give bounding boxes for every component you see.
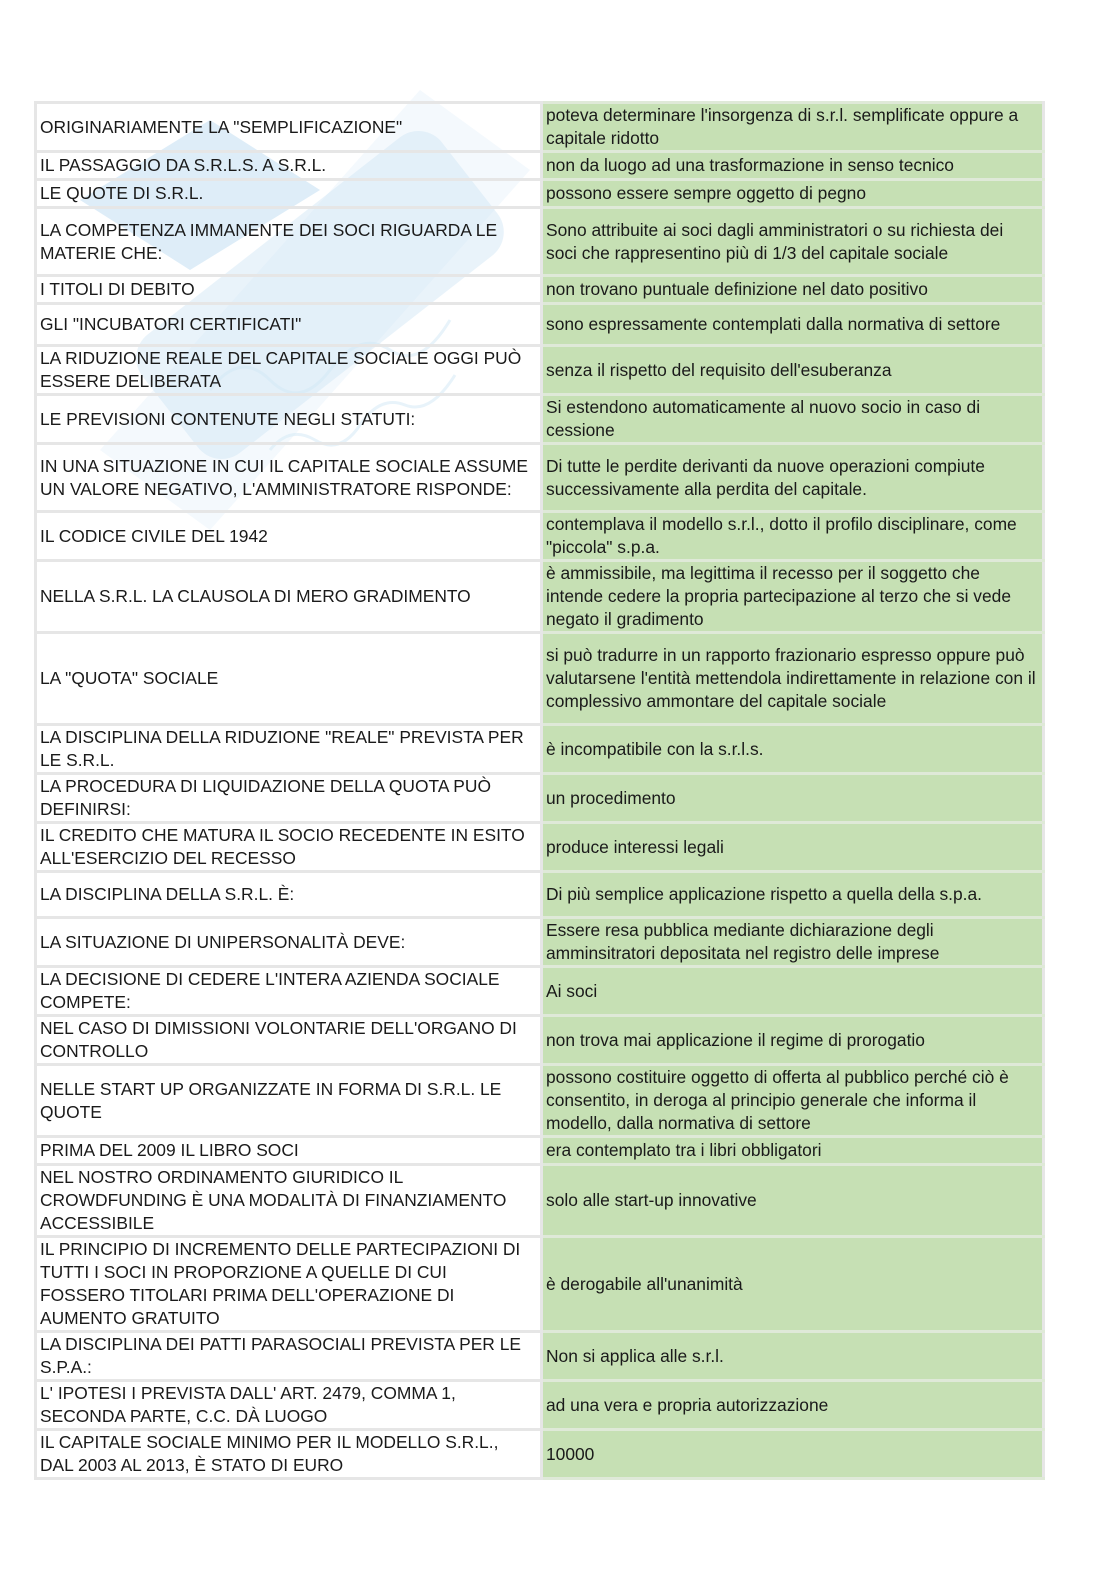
- table-row: [36, 1237, 1044, 1332]
- answer-cell: è incompatibile con la s.r.l.s.: [542, 725, 1044, 774]
- table-row: [36, 103, 1044, 152]
- question-cell: NELLE START UP ORGANIZZATE IN FORMA DI S.R.L. LE QUOTE: [36, 1065, 542, 1137]
- question-cell: I TITOLI DI DEBITO: [36, 276, 542, 304]
- table-row: [36, 208, 1044, 276]
- answer-cell: sono espressamente contemplati dalla normativa di settore: [542, 304, 1044, 346]
- question-cell: IL PRINCIPIO DI INCREMENTO DELLE PARTECIPAZIONI DI TUTTI I SOCI IN PROPORZIONE A QUELLE DI CUI FOSSERO TITOLARI PRIMA DELL'OPERAZIONE DI AUMENTO GRATUITO: [36, 1237, 542, 1332]
- question-cell: LA COMPETENZA IMMANENTE DEI SOCI RIGUARDA LE MATERIE CHE:: [36, 208, 542, 276]
- table-row: [36, 152, 1044, 180]
- table-row: [36, 180, 1044, 208]
- table-row: [36, 633, 1044, 725]
- question-cell: PRIMA DEL 2009 IL LIBRO SOCI: [36, 1137, 542, 1165]
- table-row: [36, 967, 1044, 1016]
- table-row: [36, 823, 1044, 872]
- answer-cell: ad una vera e propria autorizzazione: [542, 1381, 1044, 1430]
- question-cell: LA DECISIONE DI CEDERE L'INTERA AZIENDA SOCIALE COMPETE:: [36, 967, 542, 1016]
- question-cell: LA PROCEDURA DI LIQUIDAZIONE DELLA QUOTA PUÒ DEFINIRSI:: [36, 774, 542, 823]
- answer-cell: un procedimento: [542, 774, 1044, 823]
- question-cell: IL CODICE CIVILE DEL 1942: [36, 512, 542, 561]
- question-cell: LA DISCIPLINA DELLA S.R.L. È:: [36, 872, 542, 918]
- answer-cell: è derogabile all'unanimità: [542, 1237, 1044, 1332]
- table-row: [36, 725, 1044, 774]
- answer-cell: Si estendono automaticamente al nuovo socio in caso di cessione: [542, 395, 1044, 444]
- question-cell: IN UNA SITUAZIONE IN CUI IL CAPITALE SOCIALE ASSUME UN VALORE NEGATIVO, L'AMMINISTRATORE RISPONDE:: [36, 444, 542, 512]
- answer-cell: poteva determinare l'insorgenza di s.r.l. semplificate oppure a capitale ridotto: [542, 103, 1044, 152]
- question-cell: IL PASSAGGIO DA S.R.L.S. A S.R.L.: [36, 152, 542, 180]
- answer-cell: possono costituire oggetto di offerta al pubblico perché ciò è consentito, in deroga al principio generale che informa il modello, dalla normativa di settore: [542, 1065, 1044, 1137]
- answer-cell: era contemplato tra i libri obbligatori: [542, 1137, 1044, 1165]
- table-row: [36, 1065, 1044, 1137]
- question-cell: LA "QUOTA" SOCIALE: [36, 633, 542, 725]
- answer-cell: è ammissibile, ma legittima il recesso per il soggetto che intende cedere la propria partecipazione al terzo che si vede negato il gradimento: [542, 561, 1044, 633]
- table-row: [36, 774, 1044, 823]
- table-row: [36, 304, 1044, 346]
- table-row: [36, 561, 1044, 633]
- answer-cell: Ai soci: [542, 967, 1044, 1016]
- qa-table: [34, 101, 1045, 1480]
- question-cell: IL CREDITO CHE MATURA IL SOCIO RECEDENTE IN ESITO ALL'ESERCIZIO DEL RECESSO: [36, 823, 542, 872]
- answer-cell: produce interessi legali: [542, 823, 1044, 872]
- table-row: [36, 444, 1044, 512]
- answer-cell: non da luogo ad una trasformazione in senso tecnico: [542, 152, 1044, 180]
- answer-cell: possono essere sempre oggetto di pegno: [542, 180, 1044, 208]
- question-cell: LA DISCIPLINA DELLA RIDUZIONE "REALE" PREVISTA PER LE S.R.L.: [36, 725, 542, 774]
- answer-cell: 10000: [542, 1430, 1044, 1479]
- question-cell: NEL NOSTRO ORDINAMENTO GIURIDICO IL CROWDFUNDING È UNA MODALITÀ DI FINANZIAMENTO ACCESSIBILE: [36, 1165, 542, 1237]
- table-row: [36, 872, 1044, 918]
- question-cell: LE QUOTE DI S.R.L.: [36, 180, 542, 208]
- question-cell: NELLA S.R.L. LA CLAUSOLA DI MERO GRADIMENTO: [36, 561, 542, 633]
- question-cell: NEL CASO DI DIMISSIONI VOLONTARIE DELL'ORGANO DI CONTROLLO: [36, 1016, 542, 1065]
- table-row: [36, 276, 1044, 304]
- question-cell: LA SITUAZIONE DI UNIPERSONALITÀ DEVE:: [36, 918, 542, 967]
- question-cell: L' IPOTESI I PREVISTA DALL' ART. 2479, COMMA 1, SECONDA PARTE, C.C. DÀ LUOGO: [36, 1381, 542, 1430]
- table-row: [36, 512, 1044, 561]
- table-row: [36, 1016, 1044, 1065]
- answer-cell: Sono attribuite ai soci dagli amministratori o su richiesta dei soci che rappresentino più di 1/3 del capitale sociale: [542, 208, 1044, 276]
- answer-cell: senza il rispetto del requisito dell'esuberanza: [542, 346, 1044, 395]
- table-row: [36, 1165, 1044, 1237]
- question-cell: GLI "INCUBATORI CERTIFICATI": [36, 304, 542, 346]
- table-row: [36, 395, 1044, 444]
- table-row: [36, 1381, 1044, 1430]
- answer-cell: Di tutte le perdite derivanti da nuove operazioni compiute successivamente alla perdita del capitale.: [542, 444, 1044, 512]
- answer-cell: Non si applica alle s.r.l.: [542, 1332, 1044, 1381]
- answer-cell: solo alle start-up innovative: [542, 1165, 1044, 1237]
- table-row: [36, 346, 1044, 395]
- answer-cell: contemplava il modello s.r.l., dotto il profilo disciplinare, come "piccola" s.p.a.: [542, 512, 1044, 561]
- table-row: [36, 1332, 1044, 1381]
- question-cell: ORIGINARIAMENTE LA "SEMPLIFICAZIONE": [36, 103, 542, 152]
- table-row: [36, 918, 1044, 967]
- question-cell: IL CAPITALE SOCIALE MINIMO PER IL MODELLO S.R.L., DAL 2003 AL 2013, È STATO DI EURO: [36, 1430, 542, 1479]
- table-row: [36, 1430, 1044, 1479]
- answer-cell: Di più semplice applicazione rispetto a quella della s.p.a.: [542, 872, 1044, 918]
- answer-cell: Essere resa pubblica mediante dichiarazione degli amminsitratori depositata nel registro delle imprese: [542, 918, 1044, 967]
- question-cell: LE PREVISIONI CONTENUTE NEGLI STATUTI:: [36, 395, 542, 444]
- answer-cell: non trova mai applicazione il regime di prorogatio: [542, 1016, 1044, 1065]
- answer-cell: non trovano puntuale definizione nel dato positivo: [542, 276, 1044, 304]
- question-cell: LA RIDUZIONE REALE DEL CAPITALE SOCIALE OGGI PUÒ ESSERE DELIBERATA: [36, 346, 542, 395]
- answer-cell: si può tradurre in un rapporto frazionario espresso oppure può valutarsene l'entità mettendola indirettamente in relazione con il complessivo ammontare del capitale sociale: [542, 633, 1044, 725]
- question-cell: LA DISCIPLINA DEI PATTI PARASOCIALI PREVISTA PER LE S.P.A.:: [36, 1332, 542, 1381]
- table-row: [36, 1137, 1044, 1165]
